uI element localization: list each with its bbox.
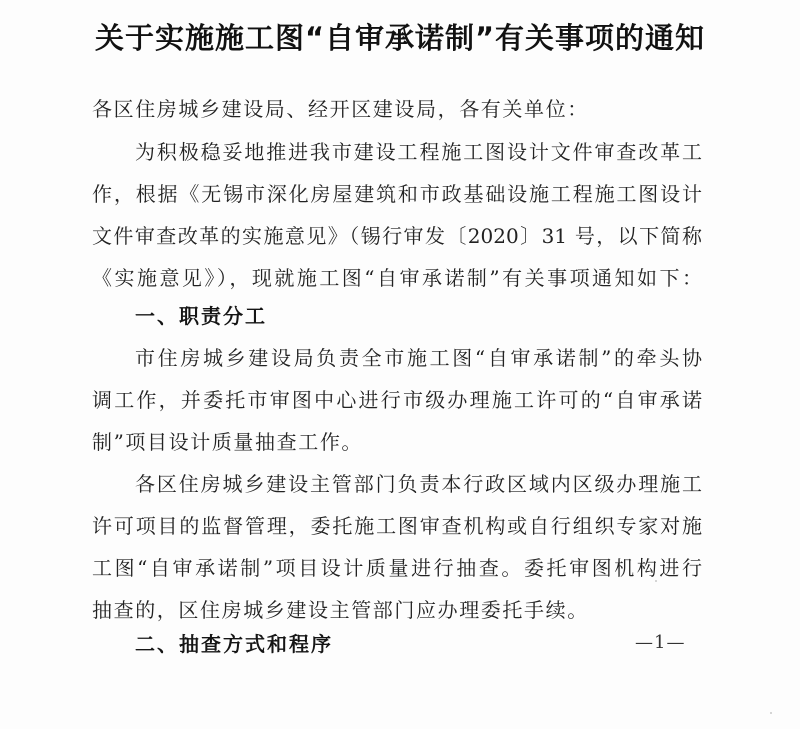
intro-line-4: 《实施意见》），现就施工图“自审承诺制”有关事项通知如下： (92, 266, 702, 290)
para2-line-2: 许可项目的监督管理，委托施工图审查机构或自行组织专家对施 (92, 514, 702, 538)
document-title: 关于实施施工图“自审承诺制”有关事项的通知 (94, 21, 706, 55)
para1-line-3: 制”项目设计质量抽查工作。 (92, 430, 364, 454)
intro-line-3: 文件审查改革的实施意见》（锡行审发〔2020〕31 号，以下简称 (92, 224, 702, 248)
scan-speck (655, 580, 657, 582)
para2-line-4: 抽查的，区住房城乡建设主管部门应办理委托手续。 (92, 598, 589, 622)
para2-line-1: 各区住房城乡建设主管部门负责本行政区域内区级办理施工 (135, 472, 702, 496)
intro-line-2: 作，根据《无锡市深化房屋建筑和市政基础设施工程施工图设计 (92, 182, 702, 206)
para1-line-2: 调工作，并委托市审图中心进行市级办理施工许可的“自审承诺 (92, 388, 702, 412)
scan-speck (770, 712, 772, 714)
intro-line-1: 为积极稳妥地推进我市建设工程施工图设计文件审查改革工 (135, 140, 702, 164)
salutation: 各区住房城乡建设局、经开区建设局，各有关单位： (92, 97, 589, 121)
section-1-heading: 一、职责分工 (135, 304, 267, 328)
para1-line-1: 市住房城乡建设局负责全市施工图“自审承诺制”的牵头协 (135, 346, 702, 370)
page-number: —1— (635, 632, 686, 653)
para2-line-3: 工图“自审承诺制”项目设计质量进行抽查。委托审图机构进行 (92, 556, 702, 580)
section-2-heading: 二、抽查方式和程序 (135, 632, 333, 656)
